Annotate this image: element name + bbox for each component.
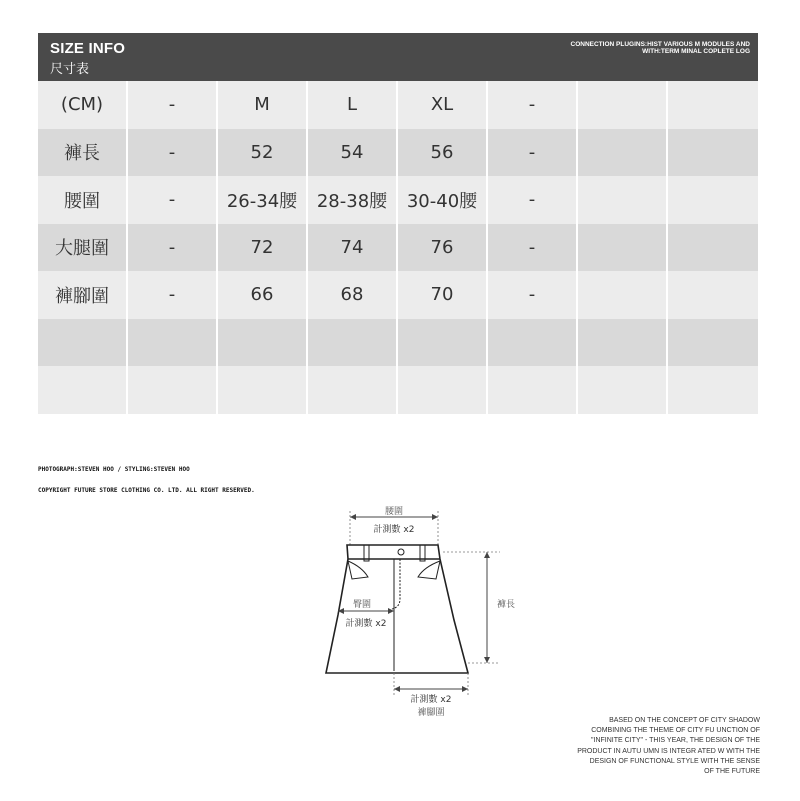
table-cell xyxy=(128,366,218,414)
waist-measure-label: 計測數 x2 xyxy=(373,525,415,535)
concept-line-4: PRODUCT IN AUTU UMN IS INTEGR ATED W WITH THE xyxy=(577,747,760,755)
table-cell xyxy=(128,319,218,367)
table-cell xyxy=(578,271,668,319)
table-cell: - xyxy=(488,81,578,129)
table-cell: 30-40腰 xyxy=(398,176,488,224)
length-arrow-top-head xyxy=(484,552,490,558)
hip-measure-label: 計測數 x2 xyxy=(345,619,387,629)
table-cell: 54 xyxy=(308,129,398,177)
table-cell: - xyxy=(128,176,218,224)
table-row xyxy=(38,224,758,272)
table-cell: - xyxy=(488,176,578,224)
table-cell: 52 xyxy=(218,129,308,177)
skirt-outline xyxy=(326,545,468,673)
length-arrow-bottom-head xyxy=(484,657,490,663)
header-note xyxy=(430,41,750,55)
table-cell: 26-34腰 xyxy=(218,176,308,224)
table-cell: L xyxy=(308,81,398,129)
table-cell xyxy=(668,224,758,272)
table-row xyxy=(38,81,758,129)
size-info-header xyxy=(38,33,758,81)
concept-line-2: COMBINING THE THEME OF CITY FU UNCTION OF xyxy=(591,727,760,735)
hem-label: 褲腳圍 xyxy=(417,708,445,718)
concept-line-1: BASED ON THE CONCEPT OF CITY SHADOW xyxy=(609,717,760,724)
table-cell: - xyxy=(128,129,218,177)
table-row xyxy=(38,271,758,319)
table-cell: - xyxy=(128,271,218,319)
skirt-measurement-diagram xyxy=(300,495,530,725)
size-table xyxy=(38,81,758,414)
length-label: 褲長 xyxy=(496,600,516,610)
table-cell: 72 xyxy=(218,224,308,272)
table-cell: 大腿圍 xyxy=(38,224,128,272)
table-cell: - xyxy=(488,224,578,272)
table-cell xyxy=(668,271,758,319)
table-cell: - xyxy=(488,129,578,177)
table-cell xyxy=(488,319,578,367)
table-cell xyxy=(578,129,668,177)
header-note-line-1: CONNECTION PLUGINS:HIST VARIOUS M MODULES AND xyxy=(570,41,750,48)
table-cell xyxy=(668,319,758,367)
waist-label: 腰圍 xyxy=(384,507,404,517)
table-cell xyxy=(578,224,668,272)
table-cell xyxy=(38,366,128,414)
waist-arrow-left-head xyxy=(350,514,356,520)
table-cell: 70 xyxy=(398,271,488,319)
table-cell: M xyxy=(218,81,308,129)
table-cell xyxy=(38,319,128,367)
table-cell xyxy=(578,176,668,224)
hem-measure-label: 計測數 x2 xyxy=(410,695,452,705)
table-cell: 56 xyxy=(398,129,488,177)
table-cell: (CM) xyxy=(38,81,128,129)
table-cell xyxy=(218,319,308,367)
table-cell: 76 xyxy=(398,224,488,272)
table-cell xyxy=(668,366,758,414)
concept-line-6: OF THE FUTURE xyxy=(704,768,760,776)
table-cell xyxy=(308,319,398,367)
credits-line-2: COPYRIGHT FUTURE STORE CLOTHING CO. LTD. ALL RIGHT RESERVED. xyxy=(38,487,255,494)
table-cell: 28-38腰 xyxy=(308,176,398,224)
concept-line-5: DESIGN OF FUNCTIONAL STYLE WITH THE SENSE xyxy=(589,757,760,765)
table-cell: 74 xyxy=(308,224,398,272)
table-cell: 68 xyxy=(308,271,398,319)
hip-label: 臀圍 xyxy=(352,600,372,610)
table-row xyxy=(38,366,758,414)
table-cell xyxy=(488,366,578,414)
table-cell: XL xyxy=(398,81,488,129)
table-cell xyxy=(668,81,758,129)
table-cell xyxy=(668,129,758,177)
table-cell xyxy=(218,366,308,414)
table-cell: 66 xyxy=(218,271,308,319)
table-cell xyxy=(308,366,398,414)
table-cell xyxy=(668,176,758,224)
photo-credits xyxy=(38,452,255,501)
table-cell xyxy=(398,366,488,414)
table-row xyxy=(38,319,758,367)
table-cell xyxy=(578,319,668,367)
hem-arrow-right-head xyxy=(462,686,468,692)
table-cell: - xyxy=(128,81,218,129)
table-cell: 褲腳圍 xyxy=(38,271,128,319)
table-cell xyxy=(578,81,668,129)
table-cell: - xyxy=(128,224,218,272)
hem-arrow-left-head xyxy=(394,686,400,692)
table-cell: 褲長 xyxy=(38,129,128,177)
header-note-line-2: WITH:TERM MINAL COPLETE LOG xyxy=(642,48,750,55)
table-cell: - xyxy=(488,271,578,319)
table-cell xyxy=(398,319,488,367)
table-cell xyxy=(578,366,668,414)
table-cell: 腰圍 xyxy=(38,176,128,224)
header-subtitle: 尺寸表 xyxy=(50,62,90,77)
table-row xyxy=(38,176,758,224)
concept-description xyxy=(540,716,760,777)
table-row xyxy=(38,129,758,177)
skirt-diagram-svg xyxy=(300,495,530,725)
header-title: SIZE INFO xyxy=(50,40,126,57)
credits-line-1: PHOTOGRAPH:STEVEN HOO / STYLING:STEVEN HOO xyxy=(38,466,190,473)
concept-line-3: "INFINITE CITY" - THIS YEAR, THE DESIGN OF THE xyxy=(591,737,760,745)
waist-arrow-right-head xyxy=(432,514,438,520)
